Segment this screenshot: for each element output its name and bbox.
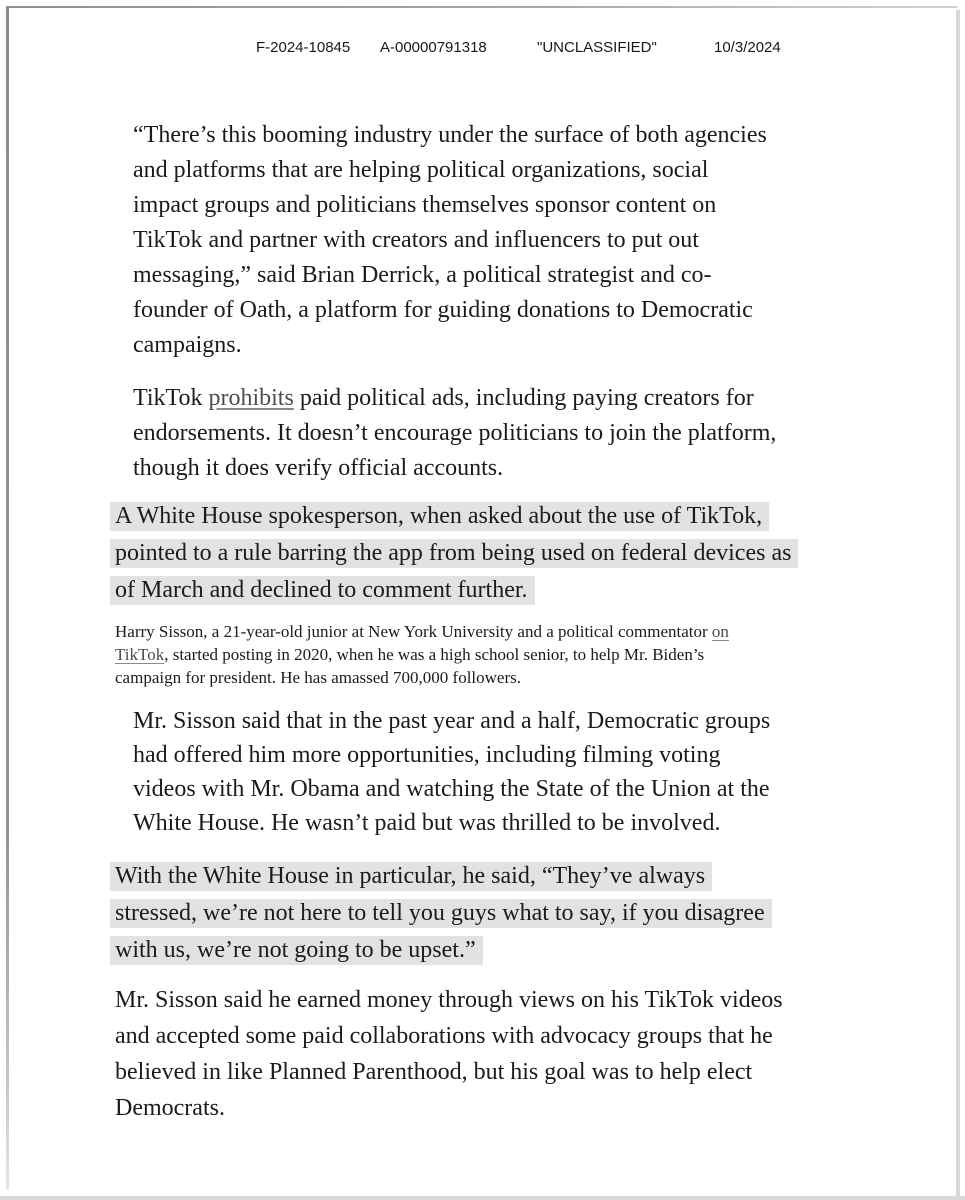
- text-line: [115, 895, 772, 932]
- text-line: [133, 772, 770, 806]
- paragraph-white-house-spokesperson-highlighted: [115, 498, 798, 609]
- text-run: [133, 297, 753, 323]
- text-run: [115, 1095, 225, 1121]
- text-segment: A White House spokesperson, when asked about the use of TikTok,: [115, 503, 763, 529]
- text-line: [133, 328, 767, 363]
- text-run: [115, 1023, 773, 1049]
- text-line: [133, 381, 776, 416]
- text-line: [115, 498, 798, 535]
- text-line: [133, 416, 776, 451]
- text-line: [133, 223, 767, 258]
- highlight-mark: [110, 899, 772, 928]
- text-run: [133, 455, 503, 481]
- text-segment: Mr. Sisson said that in the past year and a half, Democratic groups: [133, 708, 771, 734]
- text-segment: Democrats.: [115, 1095, 225, 1121]
- text-segment: With the White House in particular, he said, “They’ve always: [115, 863, 706, 889]
- text-run: [115, 622, 729, 641]
- scan-border-right: [956, 10, 960, 1200]
- text-run: [133, 122, 767, 148]
- paragraph-tiktok-policy: [133, 381, 776, 486]
- text-segment: believed in like Planned Parenthood, but his goal was to help elect: [115, 1059, 753, 1085]
- text-run: [133, 708, 770, 734]
- text-line: [115, 1018, 783, 1054]
- text-segment: , started posting in 2020, when he was a high school senior, to help Mr. Biden’s: [164, 645, 705, 664]
- highlight-mark: [110, 936, 483, 965]
- text-run: [133, 385, 754, 411]
- text-line: [115, 1090, 783, 1126]
- text-run: [115, 1059, 752, 1085]
- scan-border-left: [6, 6, 9, 1190]
- document-header: [0, 39, 965, 59]
- text-line: [115, 982, 783, 1018]
- text-segment: and platforms that are helping political organizations, social: [133, 157, 709, 183]
- text-segment: had offered him more opportunities, including filming voting: [133, 742, 721, 768]
- text-line: [115, 572, 798, 609]
- text-run: [133, 227, 699, 253]
- paragraph-white-house-quote-highlighted: [115, 858, 772, 969]
- text-run: [133, 262, 711, 288]
- text-run: [115, 987, 783, 1013]
- text-segment: “There’s this booming industry under the surface of both agencies: [133, 122, 767, 148]
- text-run: [133, 420, 776, 446]
- text-line: [133, 738, 770, 772]
- paragraph-brian-derrick-quote: [133, 118, 767, 363]
- text-run: [133, 157, 708, 183]
- text-segment: though it does verify official accounts.: [133, 455, 504, 481]
- text-segment: videos with Mr. Obama and watching the State of the Union at the: [133, 776, 770, 802]
- text-run: [133, 776, 770, 802]
- header-case-number: F-2024-10845: [256, 39, 351, 56]
- highlight-mark: [110, 576, 535, 605]
- prohibits-link[interactable]: prohibits: [208, 385, 294, 411]
- text-segment: endorsements. It doesn’t encourage politicians to join the platform,: [133, 420, 777, 446]
- scan-border-bottom: [0, 1196, 965, 1200]
- text-segment: paid political ads, including paying creators for: [293, 385, 754, 411]
- text-segment: and accepted some paid collaborations with advocacy groups that he: [115, 1023, 773, 1049]
- text-line: [115, 932, 772, 969]
- highlight-mark: [110, 862, 712, 891]
- text-line: [133, 153, 767, 188]
- on-tiktok-link[interactable]: on: [711, 622, 729, 641]
- text-line: [115, 1054, 783, 1090]
- text-line: [115, 620, 729, 643]
- text-run: [133, 192, 716, 218]
- paragraph-harry-sisson-bio: [115, 620, 729, 689]
- highlight-mark: [110, 502, 769, 531]
- text-segment: White House. He wasn’t paid but was thrilled to be involved.: [133, 810, 721, 836]
- text-line: [115, 858, 772, 895]
- text-line: [115, 666, 729, 689]
- text-line: [133, 806, 770, 840]
- text-run: [133, 332, 242, 358]
- text-run: [133, 742, 720, 768]
- text-segment: campaigns.: [133, 332, 242, 358]
- text-segment: TikTok: [133, 385, 209, 411]
- text-segment: campaign for president. He has amassed 700,000 followers.: [115, 668, 521, 687]
- header-document-id: A-00000791318: [380, 39, 487, 56]
- scan-border-top: [6, 6, 958, 8]
- paragraph-sisson-earnings: [115, 982, 783, 1126]
- header-classification: "UNCLASSIFIED": [537, 39, 657, 56]
- on-tiktok-link[interactable]: TikTok: [115, 645, 165, 664]
- text-segment: stressed, we’re not here to tell you guys what to say, if you disagree: [115, 900, 765, 926]
- text-line: [133, 704, 770, 738]
- text-segment: impact groups and politicians themselves sponsor content on: [133, 192, 717, 218]
- text-line: [133, 451, 776, 486]
- header-date: 10/3/2024: [714, 39, 781, 56]
- text-line: [133, 188, 767, 223]
- text-segment: pointed to a rule barring the app from being used on federal devices as: [115, 540, 792, 566]
- text-segment: of March and declined to comment further.: [115, 577, 528, 603]
- paragraph-sisson-opportunities: [133, 704, 770, 840]
- text-run: [115, 645, 704, 664]
- text-line: [115, 535, 798, 572]
- text-run: [115, 668, 521, 687]
- text-line: [133, 118, 767, 153]
- text-segment: Mr. Sisson said he earned money through views on his TikTok videos: [115, 987, 783, 1013]
- text-line: [133, 293, 767, 328]
- text-segment: founder of Oath, a platform for guiding donations to Democratic: [133, 297, 753, 323]
- text-segment: TikTok and partner with creators and influencers to put out: [133, 227, 699, 253]
- text-line: [115, 643, 729, 666]
- text-line: [133, 258, 767, 293]
- text-segment: messaging,” said Brian Derrick, a political strategist and co-: [133, 262, 712, 288]
- text-run: [133, 810, 720, 836]
- text-segment: with us, we’re not going to be upset.”: [115, 937, 476, 963]
- text-segment: Harry Sisson, a 21-year-old junior at New York University and a political commentator: [115, 622, 712, 641]
- highlight-mark: [110, 539, 798, 568]
